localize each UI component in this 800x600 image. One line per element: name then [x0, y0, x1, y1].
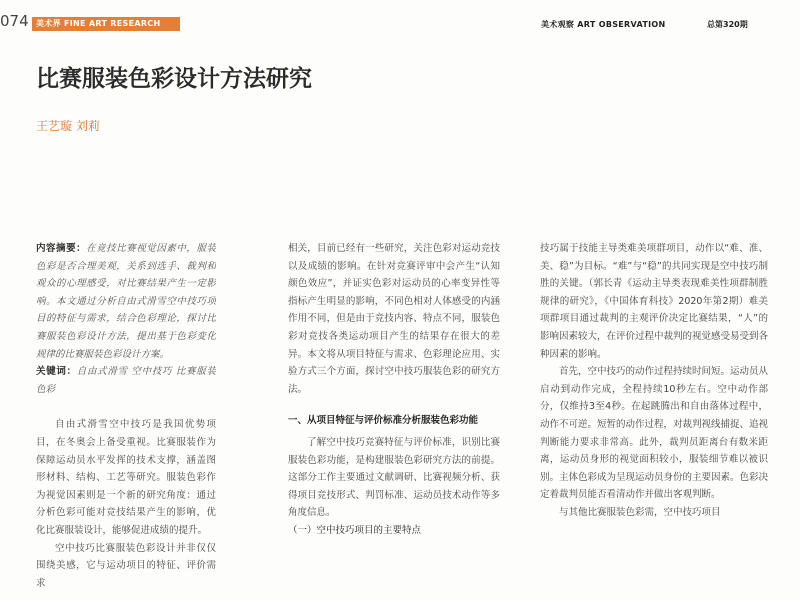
abstract-text: 在竞技比赛视觉因素中，服装色彩是否合理美观，关系到选手、裁判和观众的心理感受，对比赛结果产生一定影响。本文通过分析自由式滑雪空中技巧项目的特征与需求，结合色彩理论，探讨比赛服装色彩设计方法，提出基于色彩变化规律的比赛服装色彩设计方案。: [36, 243, 216, 360]
keywords-text: 自由式滑雪 空中技巧 比赛服装 色彩: [36, 366, 216, 395]
body-paragraph: 技巧属于技能主导类难美项群项目，动作以“难、准、美、稳”为目标。“难”与“稳”的共同实现是空中技巧制胜的关键。（郭长青《运动主导类表现难美性项群制胜规律的研究》，《中国体育科技》2020年第2期）难美项群项目通过裁判的主观评价决定比赛结果，“人”的影响因素较大，在评价过程中裁判的视觉感受易受到各种因素的影响。: [540, 243, 768, 360]
body-paragraph: 空中技巧比赛服装色彩设计并非仅仅围绕美感，它与运动项目的特征、评价需求: [36, 542, 216, 589]
article-title: 比赛服装色彩设计方法研究: [36, 66, 312, 92]
section-heading: 一、从项目特征与评价标准分析服装色彩功能: [288, 415, 479, 427]
column-3: [540, 240, 768, 600]
section-label: 美术界 FINE ART RESEARCH: [36, 19, 161, 28]
column-2: [288, 240, 500, 600]
column-1: [36, 240, 216, 600]
page-header: [0, 0, 800, 34]
keywords: [36, 363, 216, 398]
article-authors: 王艺璇 刘莉: [36, 119, 100, 133]
journal-label: 美术观察 ART OBSERVATION: [541, 20, 666, 29]
body-paragraph: 了解空中技巧竞赛特征与评价标准，识别比赛服装色彩功能，是构建服装色彩研究方法的前提。这部分工作主要通过文献调研、比赛视频分析、获得项目竞技形式、判罚标准、运动员技术动作等多角度信息。: [288, 436, 500, 519]
body-paragraph: 首先，空中技巧的动作过程持续时间短。运动员从启动到动作完成，全程持续10秒左右。空中动作部分，仅维持3至4秒。在起跳腾出和自由落体过程中，动作不可逆。短暂的动作过程，对裁判视线捕捉、追视判断能力要求非常高。此外，裁判员距离台有数米距离，运动员身形的视觉面积较小，服装细节难以被识别。主体色彩成为呈现运动员身份的主要因素。色彩决定着裁判员能否看清动作并做出客观判断。: [540, 366, 768, 501]
body-paragraph: 自由式滑雪空中技巧是我国优势项目，在冬奥会上备受重视。比赛服装作为保障运动员水平发挥的技术支撑，涵盖图形材料、结构、工艺等研究。服装色彩作为视觉因素则是一个新的研究角度：通过分析色彩可能对竞技结果产生的影响，优化比赛服装设计，能够促进成绩的提升。: [36, 419, 216, 536]
issue-number: 总第320期: [707, 20, 748, 29]
subsection-heading: （一）空中技巧项目的主要特点: [288, 524, 422, 536]
body-paragraph: 与其他比赛服装色彩需，空中技巧项目: [559, 506, 721, 518]
page-number: 074: [0, 12, 29, 30]
abstract: [36, 240, 216, 363]
abstract-label: 内容摘要：: [36, 243, 87, 254]
body-paragraph: 相关，目前已经有一些研究，关注色彩对运动竞技以及成绩的影响。在针对竞赛评审中会产生“认知颜色效应”，并证实色彩对运动员的心率变异性等指标产生明显的影响，不同色相对人体感受的内涵作用不同，但是由于竞技内容、特点不同，服装色彩对竞技各类运动项目产生的结果存在很大的差异。本文将从项目特征与需求、色彩理论应用、实验方式三个方面，探讨空中技巧服装色彩的研究方法。: [288, 243, 500, 395]
keywords-label: 关键词：: [36, 366, 77, 378]
